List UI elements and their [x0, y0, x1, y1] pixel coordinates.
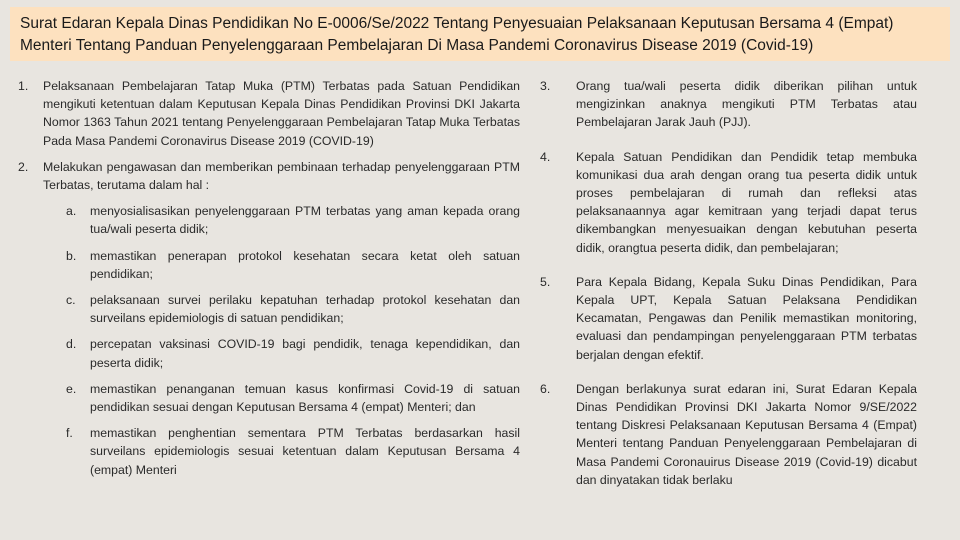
sub-letter: c. — [66, 293, 76, 308]
right-column — [540, 77, 917, 505]
sub-item-a — [66, 202, 520, 238]
sub-item-f — [66, 424, 520, 479]
slide-title-line-2: Menteri Tentang Panduan Penyelenggaraan Pembelajaran Di Masa Pandemi Coronavirus Disease 2019 (Covid-19) — [20, 37, 814, 54]
list-text: Pelaksanaan Pembelajaran Tatap Muka (PTM) Terbatas pada Satuan Pendidikan mengikuti ketentuan dalam Keputusan Kepala Dinas Pendidikan Provinsi DKI Jakarta Nomor 1363 Tahun 2021 tentang Penyelenggaraan Pembelajaran Tatap Muka Terbatas Pada Masa Pandemi Coronavirus Disease 2019 (COVID-19) — [43, 79, 520, 148]
list-number: 6. — [540, 381, 551, 396]
list-number: 1. — [18, 79, 29, 93]
sub-item-e — [66, 380, 520, 416]
sub-item-b — [66, 247, 520, 283]
list-item-6 — [540, 380, 917, 489]
list-item-3 — [540, 77, 917, 132]
sub-text: pelaksanaan survei perilaku kepatuhan terhadap protokol kesehatan dan surveilans epidemiologis di satuan pendidikan; — [90, 293, 520, 326]
sub-text: memastikan penanganan temuan kasus konfirmasi Covid-19 di satuan pendidikan sesuai dengan Keputusan Bersama 4 (empat) Menteri; dan — [90, 381, 520, 415]
sub-item-d — [66, 335, 520, 371]
left-column — [18, 77, 520, 479]
slide-title-line-1: Surat Edaran Kepala Dinas Pendidikan No E-0006/Se/2022 Tentang Penyesuaian Pelaksanaan Keputusan Bersama 4 (Empat) — [20, 15, 894, 32]
sub-text: menyosialisasikan penyelenggaraan PTM terbatas yang aman kepada orang tua/wali peserta didik; — [90, 204, 520, 237]
sub-letter: a. — [66, 204, 77, 219]
sub-list — [18, 202, 520, 479]
list-item-1 — [18, 77, 520, 150]
list-number: 3. — [540, 79, 551, 93]
slide-title-box — [10, 7, 950, 61]
sub-text: memastikan penghentian sementara PTM Terbatas berdasarkan hasil surveilans epidemiologis sesuai ketentuan dalam Keputusan Bersama 4 (empat) Menteri — [90, 426, 520, 477]
list-item-4 — [540, 148, 917, 257]
list-text: Para Kepala Bidang, Kepala Suku Dinas Pendidikan, Para Kepala UPT, Kepala Satuan Pelaksana Pendidikan Kecamatan, Pengawas dan Penilik memastikan monitoring, evaluasi dan pendampingan penyelenggaraan PTM terbatas berjalan dengan efektif. — [576, 274, 917, 362]
sub-item-c — [66, 291, 520, 327]
sub-text: memastikan penerapan protokol kesehatan secara ketat oleh satuan pendidikan; — [90, 248, 520, 281]
list-text: Orang tua/wali peserta didik diberikan pilihan untuk mengizinkan anaknya mengikuti PTM Terbatas atau Pembelajaran Jarak Jauh (PJJ). — [576, 79, 917, 130]
sub-letter: b. — [66, 248, 77, 263]
sub-text: percepatan vaksinasi COVID-19 bagi pendidik, tenaga kependidikan, dan peserta didik; — [90, 337, 520, 370]
list-number: 4. — [540, 149, 551, 164]
sub-letter: d. — [66, 337, 77, 352]
list-item-5 — [540, 273, 917, 364]
list-item-2 — [18, 158, 520, 194]
sub-letter: e. — [66, 381, 77, 396]
sub-letter: f. — [66, 426, 73, 441]
list-text: Kepala Satuan Pendidikan dan Pendidik tetap membuka komunikasi dua arah dengan orang tua peserta didik untuk proses pembelajaran di rumah dan refleksi atas pelaksanaannya agar kemitraan yang terjadi dapat terus dikembangkan menyesuaikan dengan kebutuhan peserta didik, orangtua peserta didik, dan pembelajaran; — [576, 149, 917, 255]
list-text: Melakukan pengawasan dan memberikan pembinaan terhadap penyelenggaraan PTM Terbatas, terutama dalam hal : — [43, 159, 520, 193]
list-text: Dengan berlakunya surat edaran ini, Surat Edaran Kepala Dinas Pendidikan Provinsi DKI Jakarta Nomor 9/SE/2022 tentang Diskresi Pelaksanaan Keputusan Bersama 4 (Empat) Menteri tentang Panduan Penyelenggaraan Pembelajaran di Masa Pandemi Coronauirus Disease 2019 (Covid-19) dicabut dan dinyatakan tidak berlaku — [576, 381, 917, 487]
list-number: 5. — [540, 274, 551, 289]
list-number: 2. — [18, 159, 29, 174]
